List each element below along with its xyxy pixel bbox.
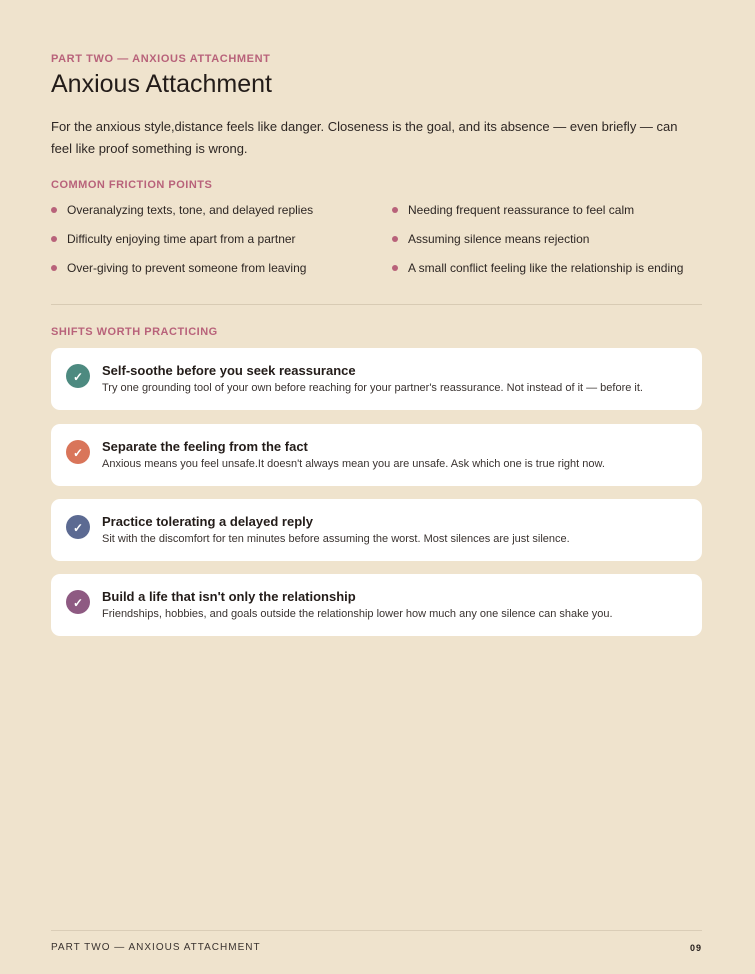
- shift-card-body: Friendships, hobbies, and goals outside the relationship lower how much any one silence can shake you.: [102, 608, 613, 620]
- bullet-dot-icon: [392, 236, 398, 242]
- shift-card-body: Sit with the discomfort for ten minutes before assuming the worst. Most silences are just silence.: [102, 533, 570, 545]
- friction-item-text: Needing frequent reassurance to feel calm: [408, 203, 635, 217]
- shift-card-title: Practice tolerating a delayed reply: [102, 514, 313, 529]
- section-divider: [51, 304, 702, 305]
- bullet-dot-icon: [392, 207, 398, 213]
- shift-card: [51, 348, 702, 410]
- shift-card-title: Build a life that isn't only the relationship: [102, 589, 356, 604]
- footer-section-title: PART TWO — ANXIOUS ATTACHMENT: [51, 942, 261, 953]
- friction-section-label: COMMON FRICTION POINTS: [51, 179, 213, 191]
- intro-paragraph: For the anxious style,distance feels like danger. Closeness is the goal, and its absence — even briefly — can feel like proof something is wrong.: [51, 119, 678, 156]
- footer-rule: [51, 930, 702, 931]
- page-title: Anxious Attachment: [51, 70, 272, 98]
- friction-item-text: Assuming silence means rejection: [408, 232, 590, 246]
- shift-card-body: Try one grounding tool of your own before reaching for your partner's reassurance. Not instead of it — before it.: [102, 382, 643, 394]
- friction-item-text: Over-giving to prevent someone from leaving: [67, 261, 307, 275]
- check-icon: ✓: [66, 440, 90, 464]
- check-icon: ✓: [66, 515, 90, 539]
- shift-card-title: Self-soothe before you seek reassurance: [102, 363, 356, 378]
- bullet-dot-icon: [51, 236, 57, 242]
- friction-item-text: Difficulty enjoying time apart from a partner: [67, 232, 296, 246]
- page-number: 09: [689, 943, 702, 953]
- shifts-section-label: SHIFTS WORTH PRACTICING: [51, 326, 218, 338]
- shift-card: [51, 499, 702, 561]
- check-icon: ✓: [66, 590, 90, 614]
- friction-item-text: Overanalyzing texts, tone, and delayed replies: [67, 203, 314, 217]
- bullet-dot-icon: [51, 265, 57, 271]
- shift-card-body: Anxious means you feel unsafe.It doesn't always mean you are unsafe. Ask which one is true right now.: [102, 458, 605, 470]
- check-icon: ✓: [66, 364, 90, 388]
- bullet-dot-icon: [392, 265, 398, 271]
- page: [51, 0, 702, 974]
- bullet-dot-icon: [51, 207, 57, 213]
- friction-item-text: A small conflict feeling like the relationship is ending: [408, 261, 684, 275]
- shift-card: [51, 424, 702, 486]
- shift-card-title: Separate the feeling from the fact: [102, 439, 308, 454]
- shift-card: [51, 574, 702, 636]
- section-eyebrow: PART TWO — ANXIOUS ATTACHMENT: [51, 53, 271, 65]
